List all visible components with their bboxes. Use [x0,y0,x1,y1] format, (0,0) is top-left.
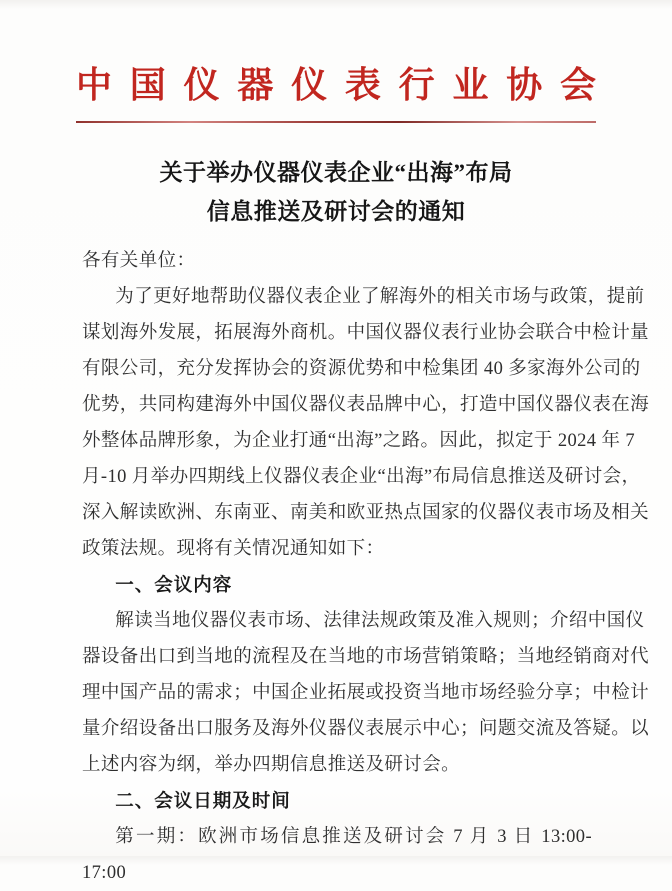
organization-name: 中国仪器仪表行业协会 [76,65,596,105]
section-2-heading: 二、会议日期及时间 [115,790,291,811]
text-line: 解读当地仪器仪表市场、法律法规政策及准入规则；介绍中国仪 [115,611,645,631]
section-1-heading: 一、会议内容 [115,574,233,595]
notice-body [82,243,650,883]
letterhead-divider-line [76,121,596,123]
intro-paragraph [82,279,650,567]
letterhead [76,0,596,104]
salutation: 各有关单位： [82,251,196,271]
text-line: 第一期：欧洲市场信息推送及研讨会 7 月 3 日 13:00-17:00 [82,827,592,883]
section-1-paragraph [82,603,650,783]
text-line: 理中国产品的需求；中国企业拓展或投资当地市场经验分享；中检计 [82,683,650,703]
text-line: 上述内容为纲，举办四期信息推送及研讨会。 [82,755,461,775]
section-2-session-list [82,819,592,883]
text-line: 为了更好地帮助仪器仪表企业了解海外的相关市场与政策，提前 [115,287,645,307]
text-line: 深入解读欧洲、东南亚、南美和欧亚热点国家的仪器仪表市场及相关 [82,503,650,523]
text-line: 优势，共同构建海外中国仪器仪表品牌中心，打造中国仪器仪表在海 [82,395,650,415]
notice-title [76,153,596,231]
text-line: 政策法规。现将有关情况通知如下： [82,539,385,559]
text-line: 量介绍设备出口服务及海外仪器仪表展示中心；问题交流及答疑。以 [82,719,650,739]
notice-title-line-1: 关于举办仪器仪表企业“出海”布局 [159,160,513,185]
text-line: 有限公司，充分发挥协会的资源优势和中检集团 40 多家海外公司的 [82,359,641,379]
text-line: 器设备出口到当地的流程及在当地的市场营销策略；当地经销商对代 [82,647,650,667]
text-line: 外整体品牌形象，为企业打通“出海”之路。因此，拟定于 2024 年 7 [82,431,636,451]
text-line: 谋划海外发展，拓展海外商机。中国仪器仪表行业协会联合中检计量 [82,323,650,343]
notice-title-line-2: 信息推送及研讨会的通知 [206,199,466,224]
text-line: 月-10 月举办四期线上仪器仪表企业“出海”布局信息推送及研讨会， [82,467,641,487]
